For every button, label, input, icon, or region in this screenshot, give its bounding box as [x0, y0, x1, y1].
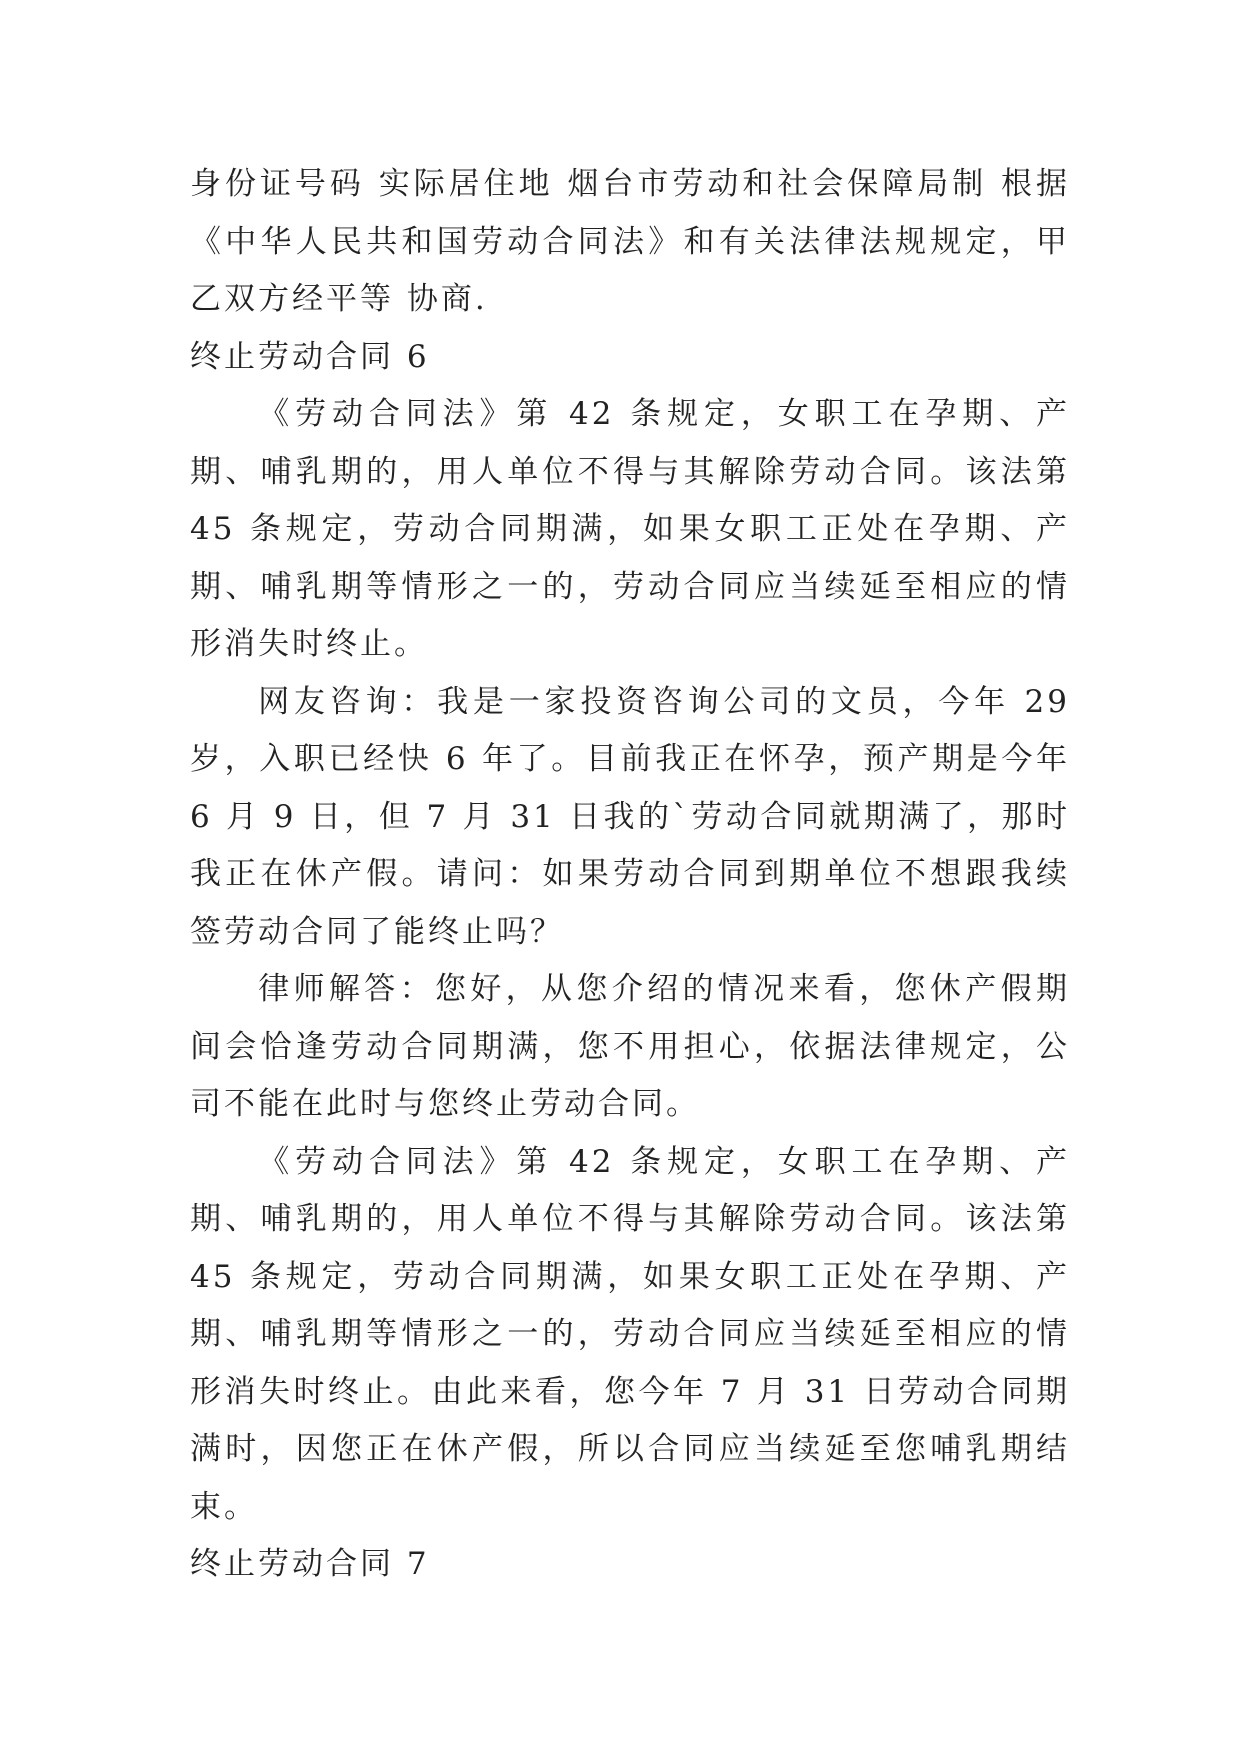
question-paragraph: 网友咨询：我是一家投资咨询公司的文员，今年 29 岁，入职已经快 6 年了。目前我正在怀孕，预产期是今年 6 月 9 日，但 7 月 31 日我的`劳动合同就期满了，那时我正在休产假。请问：如果劳动合同到期单位不想跟我续签劳动合同了能终止吗？	[190, 683, 1070, 950]
answer-paragraph: 律师解答：您好，从您介绍的情况来看，您休产假期间会恰逢劳动合同期满，您不用担心，依据法律规定，公司不能在此时与您终止劳动合同。	[190, 971, 1070, 1122]
document-page	[190, 156, 1070, 1594]
intro-paragraph: 身份证号码 实际居住地 烟台市劳动和社会保障局制 根据《中华人民共和国劳动合同法》和有关法律法规规定，甲乙双方经平等 协商.	[190, 166, 1070, 317]
law-conclusion-paragraph: 《劳动合同法》第 42 条规定，女职工在孕期、产期、哺乳期的，用人单位不得与其解除劳动合同。该法第 45 条规定，劳动合同期满，如果女职工正处在孕期、产期、哺乳期等情形之一的，劳动合同应当续延至相应的情形消失时终止。由此来看，您今年 7 月 31 日劳动合同期满时，因您正在休产假，所以合同应当续延至您哺乳期结束。	[190, 1143, 1070, 1525]
law-paragraph: 《劳动合同法》第 42 条规定，女职工在孕期、产期、哺乳期的，用人单位不得与其解除劳动合同。该法第 45 条规定，劳动合同期满，如果女职工正处在孕期、产期、哺乳期等情形之一的，劳动合同应当续延至相应的情形消失时终止。	[190, 396, 1070, 662]
section-heading-7: 终止劳动合同 7	[190, 1546, 430, 1582]
section-heading-6: 终止劳动合同 6	[190, 338, 430, 375]
